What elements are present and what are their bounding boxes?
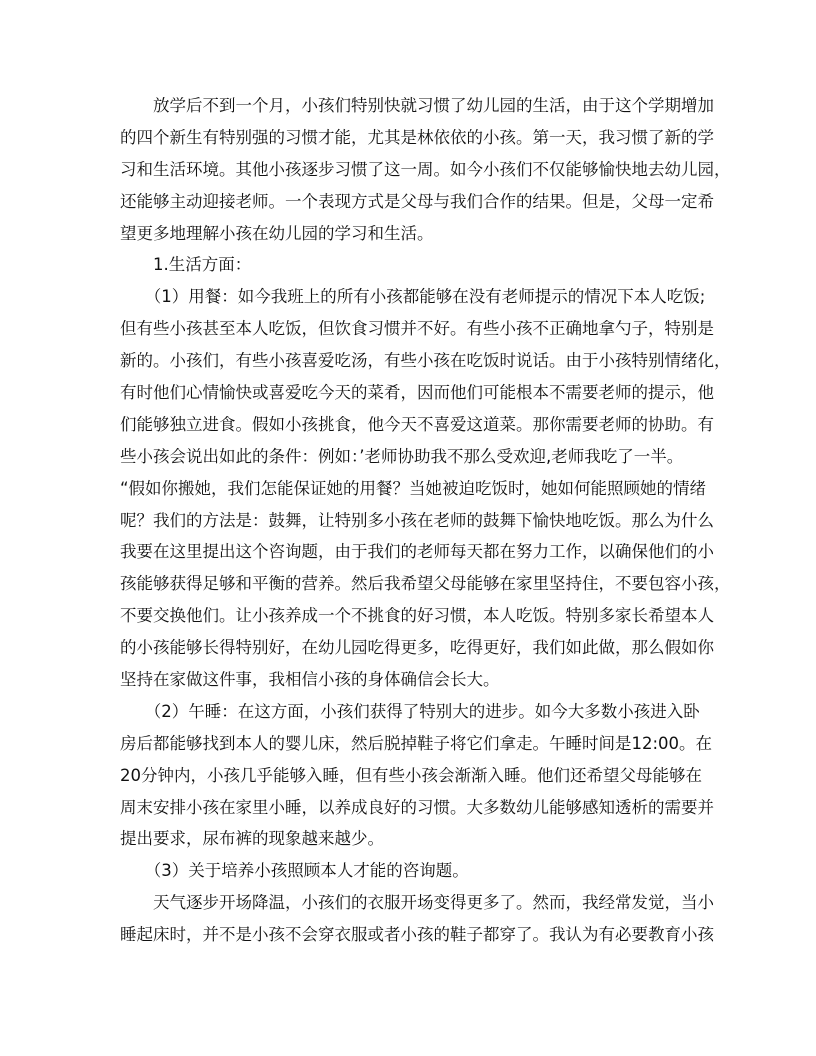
text-line: “假如你搬她，我们怎能保证她的用餐？当她被迫吃饭时，她如何能照顾她的情绪 — [120, 478, 707, 498]
text-line: 的小孩能够长得特别好，在幼儿园吃得更多，吃得更好，我们如此做，那么假如你 — [120, 638, 714, 658]
text-line: 周末安排小孩在家里小睡，以养成良好的习惯。大多数幼儿能够感知透析的需要并 — [120, 797, 714, 817]
text-line: 20分钟内，小孩几乎能够入睡，但有些小孩会渐渐入睡。他们还希望父母能够在 — [120, 765, 702, 785]
text-line: 新的。小孩们，有些小孩喜爱吃汤，有些小孩在吃饭时说话。由于小孩特别情绪化， — [120, 351, 731, 371]
text-line: 放学后不到一个月，小孩们特别快就习惯了幼儿园的生活，由于这个学期增加 — [120, 96, 714, 115]
text-line: 习和生活环境。其他小孩逐步习惯了这一周。如今小孩们不仅能够愉快地去幼儿园， — [120, 159, 731, 179]
text-line: 望更多地理解小孩在幼儿园的学习和生活。 — [120, 223, 434, 243]
document-body — [120, 90, 731, 951]
text-line: 些小孩会说出如此的条件：例如：’老师协助我不那么受欢迎,老师我吃了一半。 — [120, 446, 684, 466]
text-line: 提出要求，尿布裤的现象越来越少。 — [120, 829, 384, 849]
text-line: 我要在这里提出这个咨询题，由于我们的老师每天都在努力工作，以确保他们的小 — [120, 542, 714, 562]
text-line: 天气逐步开场降温，小孩们的衣服开场变得更多了。然而，我经常发觉，当小 — [120, 893, 714, 913]
text-line: 有时他们心情愉快或喜爱吃今天的菜肴，因而他们可能根本不需要老师的提示，他 — [120, 383, 714, 403]
text-line: 不要交换他们。让小孩养成一个不挑食的好习惯，本人吃饭。特别多家长希望本人 — [120, 606, 714, 626]
text-line: 孩能够获得足够和平衡的营养。然后我希望父母能够在家里坚持住，不要包容小孩， — [120, 574, 731, 594]
text-line: 睡起床时，并不是小孩不会穿衣服或者小孩的鞋子都穿了。我认为有必要教育小孩 — [120, 925, 714, 945]
text-line: 坚持在家做这件事，我相信小孩的身体确信会长大。 — [120, 670, 500, 690]
text-line: 还能够主动迎接老师。一个表现方式是父母与我们合作的结果。但是，父母一定希 — [120, 191, 714, 211]
text-line: 但有些小孩甚至本人吃饭，但饮食习惯并不好。有些小孩不正确地拿勺子，特别是 — [120, 319, 714, 339]
text-line: （1）用餐：如今我班上的所有小孩都能够在没有老师提示的情况下本人吃饭; — [120, 287, 706, 307]
text-line: （3）关于培养小孩照顾本人才能的咨询题。 — [120, 861, 469, 881]
text-line: 房后都能够找到本人的婴儿床，然后脱掉鞋子将它们拿走。午睡时间是12:00。在 — [120, 733, 713, 753]
text-line: 们能够独立进食。假如小孩挑食，他今天不喜爱这道菜。那你需要老师的协助。有 — [120, 414, 714, 434]
text-line: 呢？我们的方法是：鼓舞，让特别多小孩在老师的鼓舞下愉快地吃饭。那么为什么 — [120, 510, 714, 530]
text-line: 的四个新生有特别强的习惯才能，尤其是林依依的小孩。第一天，我习惯了新的学 — [120, 127, 714, 147]
section-heading: 1.生活方面： — [120, 255, 252, 275]
text-line: （2）午睡：在这方面，小孩们获得了特别大的进步。如今大多数小孩进入卧 — [120, 701, 700, 721]
